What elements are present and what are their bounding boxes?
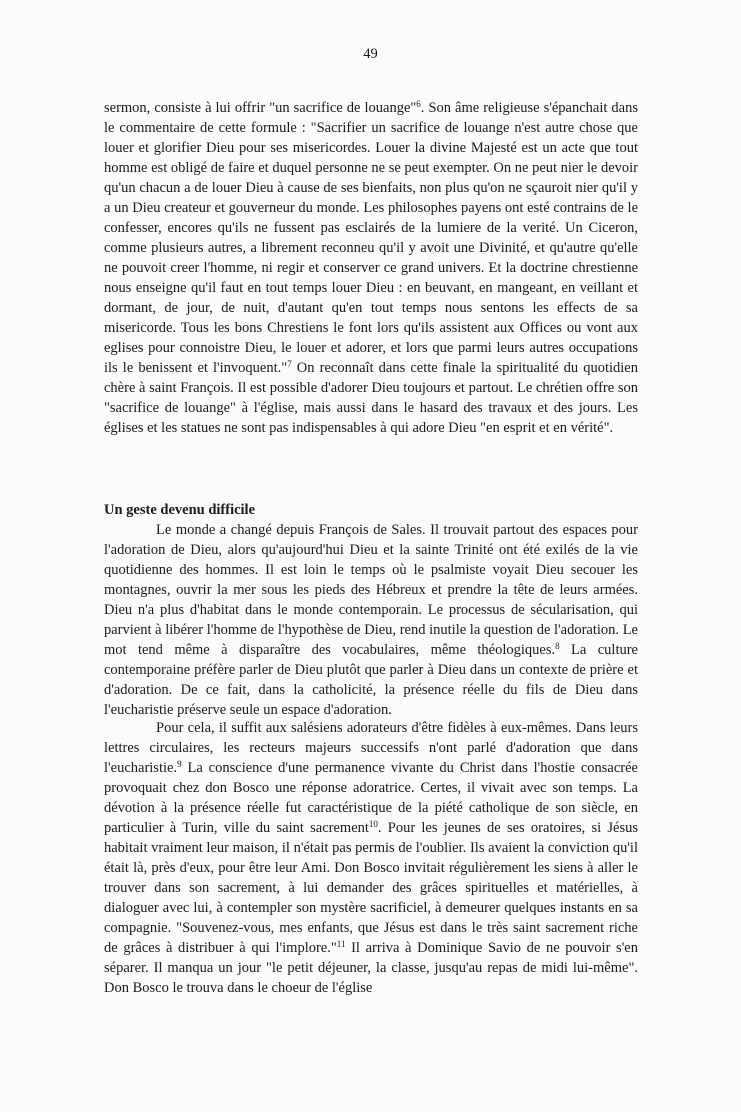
text-run: . Pour les jeunes de ses oratoires, si Jésus habitait vraiment leur maison, il n'était pas permis de l'oublier. Ils avaient la conviction qu'il était là, près d'eux, pour être leur Ami. Don Bosco invitait régulièrement les siens à aller le trouver dans son sacrement, à lui demander des grâces spirituelles et matérielles, à dialoguer avec lui, à contempler son mystère sacrificiel, à demeurer quelques instants en sa compagnie. "Souvenez-vous, mes enfants, que Jésus est dans le très saint sacrement riche de grâces à distribuer à qui l'implore." [104,820,639,956]
footnote-ref: 7 [287,359,292,369]
text-run: La culture contemporaine préfère parler de Dieu plutôt que parler à Dieu dans un contexte de prière et d'adoration. De ce fait, dans la catholicité, la présence réelle du fils de Dieu dans l'eucharistie préserve seule un espace d'adoration. [104,642,638,718]
paragraph-monde [104,520,638,720]
text-run: . Son âme religieuse s'épanchait dans le commentaire de cette formule : "Sacrifier un sacrifice de louange n'est autre chose que louer et glorifier Dieu pour ses misericordes. Louer la divine Majesté est un acte que tout homme est obligé de faire et duquel personne ne se peut exempter. On ne peut nier le devoir qu'un chacun a de louer Dieu à cause de ses bienfaits, non plus qu'on ne sçauroit nier qu'il y a un Dieu createur et gouverneur du monde. Les philosophes payens ont esté contrains de le confesser, encores qu'ils ne fussent pas esclairés de la lumiere de la verité. Un Ciceron, comme plusieurs autres, a librement reconneu qu'il y avoit une Divinité, et qu'autre qu'elle ne pouvoit creer l'homme, ni regir et conserver ce grand univers. Et la doctrine chrestienne nous enseigne qu'il faut en tout temps louer Dieu : en beuvant, en mangeant, en veillant et dormant, de jour, de nuit, d'autant qu'en tout temps nous sentons les effects de sa misericorde. Tous les bons Chrestiens le font lors qu'ils assistent aux Offices ou vont aux eglises pour connoistre Dieu, le louer et adorer, et lors que parmi leurs autres occupations ils le benissent et l'invoquent." [104,100,638,376]
paragraph-salesiens [104,718,638,998]
text-run: Pour cela, il suffit aux salésiens adorateurs d'être fidèles à eux-mêmes. Dans leurs lettres circulaires, les recteurs majeurs successifs n'ont parlé d'adoration que dans l'eucharistie. [104,720,638,776]
text-block-section [104,500,638,720]
text-run: On reconnaît dans cette finale la spiritualité du quotidien chère à saint François. Il est possible d'adorer Dieu toujours et partout. Le chrétien offre son "sacrifice de louange" à l'église, mais aussi dans le hasard des travaux et des jours. Les églises et les statues ne sont pas indispensables à qui adore Dieu "en esprit et en vérité". [104,360,638,436]
page-number: 49 [363,46,378,62]
paragraph-sermon [104,98,638,438]
text-run: Le monde a changé depuis François de Sales. Il trouvait partout des espaces pour l'adoration de Dieu, alors qu'aujourd'hui Dieu et la sainte Trinité ont été exilés de la vie quotidienne des hommes. Il est loin le temps où le psalmiste voyait Dieu secouer les montagnes, ouvrir la mer sous les pieds des Hébreux et prendre la tête de leurs armées. Dieu n'a plus d'habitat dans le monde contemporain. Le processus de sécularisation, qui parvient à libérer l'homme de l'hypothèse de Dieu, rend inutile la question de l'adoration. Le mot tend même à disparaître des vocabulaires, même théologiques. [104,522,638,658]
text-run: sermon, consiste à lui offrir "un sacrifice de louange" [104,100,417,116]
text-block-bottom [104,718,638,998]
section-heading: Un geste devenu difficile [104,502,256,518]
text-run: Il arriva à Dominique Savio de ne pouvoir s'en séparer. Il manqua un jour "le petit déjeuner, la classe, jusqu'au repas de midi lui-même". Don Bosco le trouva dans le choeur de l'église [104,940,638,996]
footnote-ref: 9 [177,759,182,769]
footnote-ref: 11 [336,939,346,949]
footnote-ref: 6 [416,99,421,109]
footnote-ref: 8 [555,641,560,651]
text-run: La conscience d'une permanence vivante du Christ dans l'hostie consacrée provoquait chez don Bosco une réponse adoratrice. Certes, il vivait avec son temps. La dévotion à la présence réelle fut caractéristique de la piété catholique de son siècle, en particulier à Turin, ville du saint sacrement [104,760,638,836]
text-block-top [104,98,638,438]
footnote-ref: 10 [368,819,378,829]
